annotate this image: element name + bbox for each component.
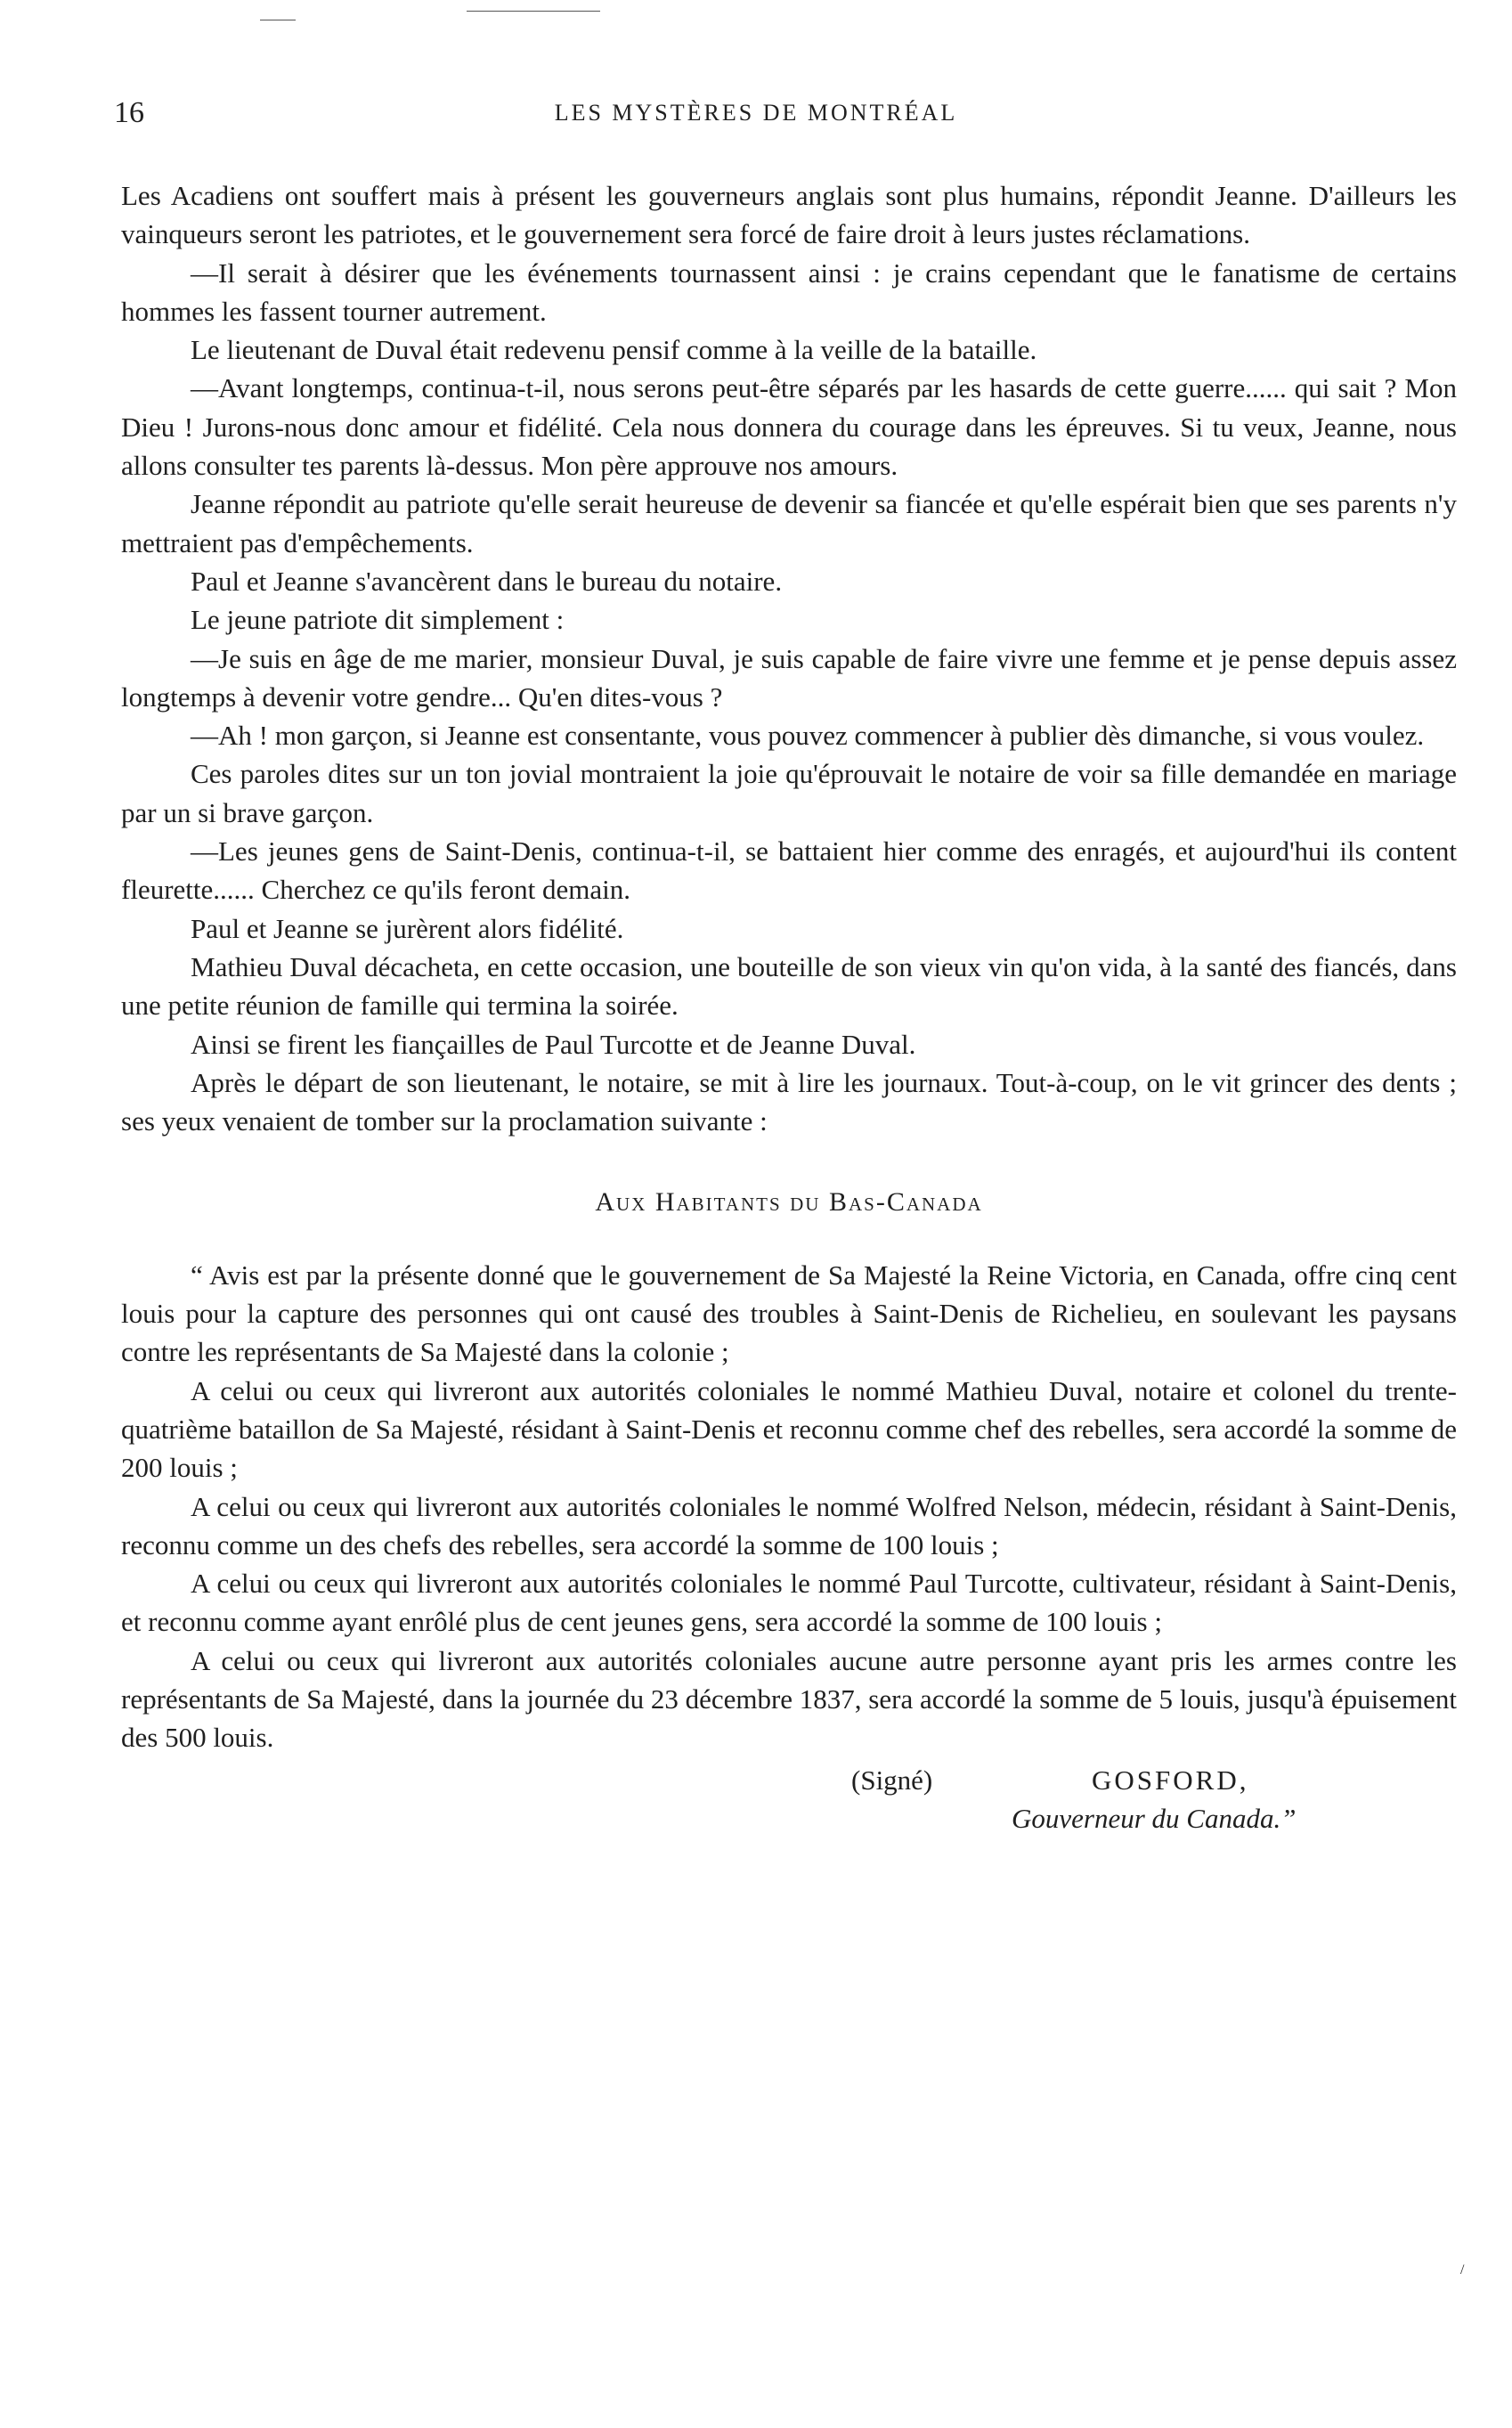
- paragraph: —Je suis en âge de me marier, monsieur Duval, je suis capable de faire vivre une femme et je pense depuis assez longtemps à devenir votre gendre... Qu'en dites-vous ?: [121, 642, 1457, 713]
- paragraph: —Avant longtemps, continua-t-il, nous serons peut-être séparés par les hasards de cette guerre...... qui sait ? Mon Dieu ! Jurons-nous donc amour et fidélité. Cela nous donnera du courage dans les épreuves. Si tu veux, Jeanne, nous allons consulter tes parents là-dessus. Mon père approuve nos amours.: [121, 372, 1457, 482]
- signature-block: [121, 1761, 1457, 1837]
- paragraph: Paul et Jeanne s'avancèrent dans le bureau du notaire.: [191, 565, 783, 597]
- page-header: [114, 96, 1398, 135]
- proclamation-paragraph: A celui ou ceux qui livreront aux autorités coloniales le nommé Paul Turcotte, cultivateur, résidant à Saint-Denis, et reconnu comme ayant enrôlé plus de cent jeunes gens, sera accordé la somme de 100 louis ;: [121, 1568, 1457, 1638]
- top-rule-right: [467, 11, 600, 12]
- paragraph: Le jeune patriote dit simplement :: [191, 604, 565, 636]
- paragraph: Jeanne répondit au patriote qu'elle serait heureuse de devenir sa fiancée et qu'elle espérait bien que ses parents n'y mettraient pas d'empêchements.: [121, 488, 1457, 558]
- paragraph: Après le départ de son lieutenant, le notaire, se mit à lire les journaux. Tout-à-coup, on le vit grincer des dents ; ses yeux venaient de tomber sur la proclamation suivante :: [121, 1066, 1457, 1137]
- paragraph: Paul et Jeanne se jurèrent alors fidélité.: [191, 912, 624, 944]
- proclamation-paragraph: A celui ou ceux qui livreront aux autorités coloniales le nommé Mathieu Duval, notaire et colonel du trente-quatrième bataillon de Sa Majesté, résidant à Saint-Denis et reconnu comme chef des rebelles, sera accordé la somme de 200 louis ;: [121, 1374, 1457, 1484]
- signature-label: (Signé): [851, 1764, 933, 1796]
- proclamation-paragraph: “ Avis est par la présente donné que le gouvernement de Sa Majesté la Reine Victoria, en Canada, offre cinq cent louis pour la capture des personnes qui ont causé des troubles à Saint-Denis de Richelieu, en soulevant les paysans contre les représentants de Sa Majesté dans la colonie ;: [121, 1259, 1457, 1368]
- paragraph: Ces paroles dites sur un ton jovial montraient la joie qu'éprouvait le notaire de voir sa fille demandée en mariage par un si brave garçon.: [121, 758, 1457, 828]
- paragraph: Mathieu Duval décacheta, en cette occasion, une bouteille de son vieux vin qu'on vida, à la santé des fiancés, dans une petite réunion de famille qui termina la soirée.: [121, 950, 1457, 1022]
- page-number: 16: [114, 96, 144, 129]
- margin-mark: /: [1460, 2262, 1465, 2277]
- paragraph: Ainsi se firent les fiançailles de Paul Turcotte et de Jeanne Duval.: [191, 1028, 916, 1060]
- running-title: LES MYSTÈRES DE MONTRÉAL: [554, 100, 958, 126]
- paragraph: —Il serait à désirer que les événements tournassent ainsi : je crains cependant que le fanatisme de certains hommes les fassent tourner autrement.: [121, 257, 1457, 327]
- body-text: [121, 176, 1457, 1837]
- paragraph: —Ah ! mon garçon, si Jeanne est consentante, vous pouvez commencer à publier dès dimanche, si vous voulez.: [191, 720, 1425, 752]
- proclamation-paragraph: A celui ou ceux qui livreront aux autorités coloniales aucune autre personne ayant pris les armes contre les représentants de Sa Majesté, dans la journée du 23 décembre 1837, sera accordé la somme de 5 louis, jusqu'à épuisement des 500 louis.: [121, 1644, 1457, 1754]
- proclamation-title: Aux Habitants du Bas-Canada: [595, 1187, 983, 1218]
- paragraph: Le lieutenant de Duval était redevenu pensif comme à la veille de la bataille.: [191, 334, 1037, 366]
- paragraph: Les Acadiens ont souffert mais à présent les gouverneurs anglais sont plus humains, répondit Jeanne. D'ailleurs les vainqueurs seront les patriotes, et le gouvernement sera forcé de faire droit à leurs justes réclamations.: [121, 180, 1457, 250]
- signature-name: GOSFORD,: [1092, 1764, 1249, 1796]
- signature-role: Gouverneur du Canada.”: [1012, 1802, 1297, 1834]
- paragraph: —Les jeunes gens de Saint-Denis, continua-t-il, se battaient hier comme des enragés, et aujourd'hui ils content fleurette...... Cherchez ce qu'ils feront demain.: [121, 835, 1457, 906]
- proclamation-paragraph: A celui ou ceux qui livreront aux autorités coloniales le nommé Wolfred Nelson, médecin, résidant à Saint-Denis, reconnu comme un des chefs des rebelles, sera accordé la somme de 100 louis ;: [121, 1490, 1457, 1560]
